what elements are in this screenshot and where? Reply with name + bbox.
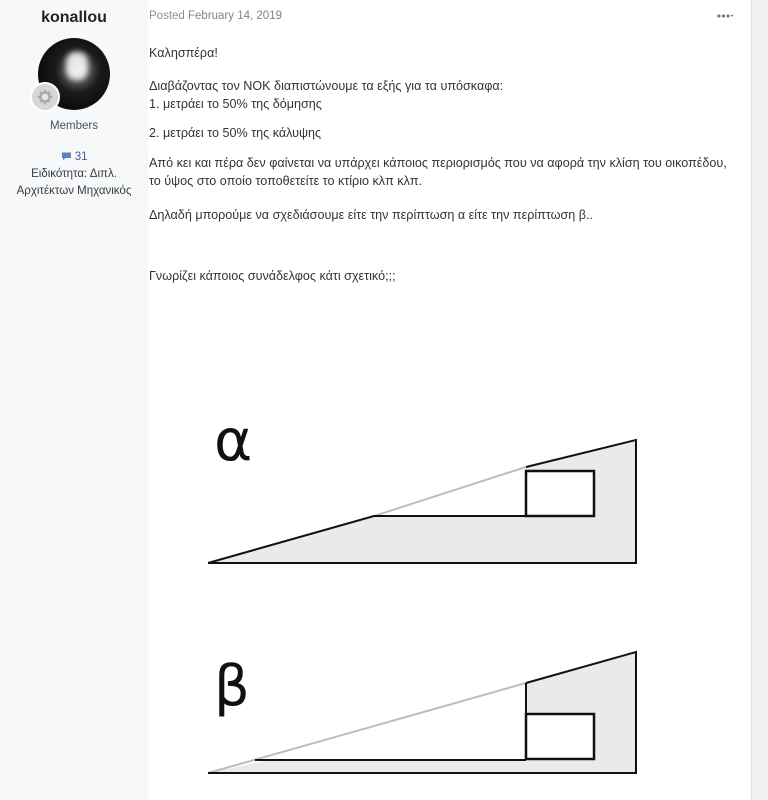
post-meta xyxy=(149,10,282,22)
posted-date[interactable]: February 14, 2019 xyxy=(188,10,282,22)
post-paragraph: Καλησπέρα! xyxy=(149,46,218,60)
post-paragraph: το ύψος στο οποίο τοποθετείτε το κτίριο κλπ κλπ. xyxy=(149,174,423,188)
rank-badge-icon xyxy=(30,82,60,112)
post-paragraph: 1. μετράει το 50% της δόμησης xyxy=(149,97,322,111)
post-attached-image[interactable] xyxy=(200,410,650,790)
post-paragraph: Από κει και πέρα δεν φαίνεται να υπάρχει κάποιος περιορισμός που να αφορά την κλίση του οικοπέδου, xyxy=(149,156,727,170)
author-panel xyxy=(0,0,148,800)
page-scrollbar[interactable] xyxy=(751,0,768,800)
post-paragraph: Γνωρίζει κάποιος συνάδελφος κάτι σχετικό;;; xyxy=(149,269,396,283)
author-speciality: Ειδικότητα: Διπλ. Αρχιτέκτων Μηχανικός xyxy=(16,168,132,197)
post-paragraph: Δηλαδή μπορούμε να σχεδιάσουμε είτε την περίπτωση α είτε την περίπτωση β.. xyxy=(149,208,593,222)
posted-prefix: Posted xyxy=(149,10,185,22)
author-username[interactable]: konallou xyxy=(41,9,107,26)
diagram-case-b xyxy=(208,652,636,773)
reputation-count: 31 xyxy=(74,151,88,163)
author-group: Members xyxy=(50,120,98,132)
author-reputation[interactable] xyxy=(0,151,148,163)
ellipsis-icon[interactable] xyxy=(716,9,734,23)
comment-icon xyxy=(61,151,75,163)
post-paragraph: 2. μετράει το 50% της κάλυψης xyxy=(149,126,322,140)
diagram-label-b: β xyxy=(214,654,250,719)
diagram-case-a xyxy=(208,410,636,563)
post-paragraph: Διαβάζοντας τον ΝΟΚ διαπιστώνουμε τα εξής για τα υπόσκαφα: xyxy=(149,79,504,93)
diagram-label-a: α xyxy=(214,410,253,474)
